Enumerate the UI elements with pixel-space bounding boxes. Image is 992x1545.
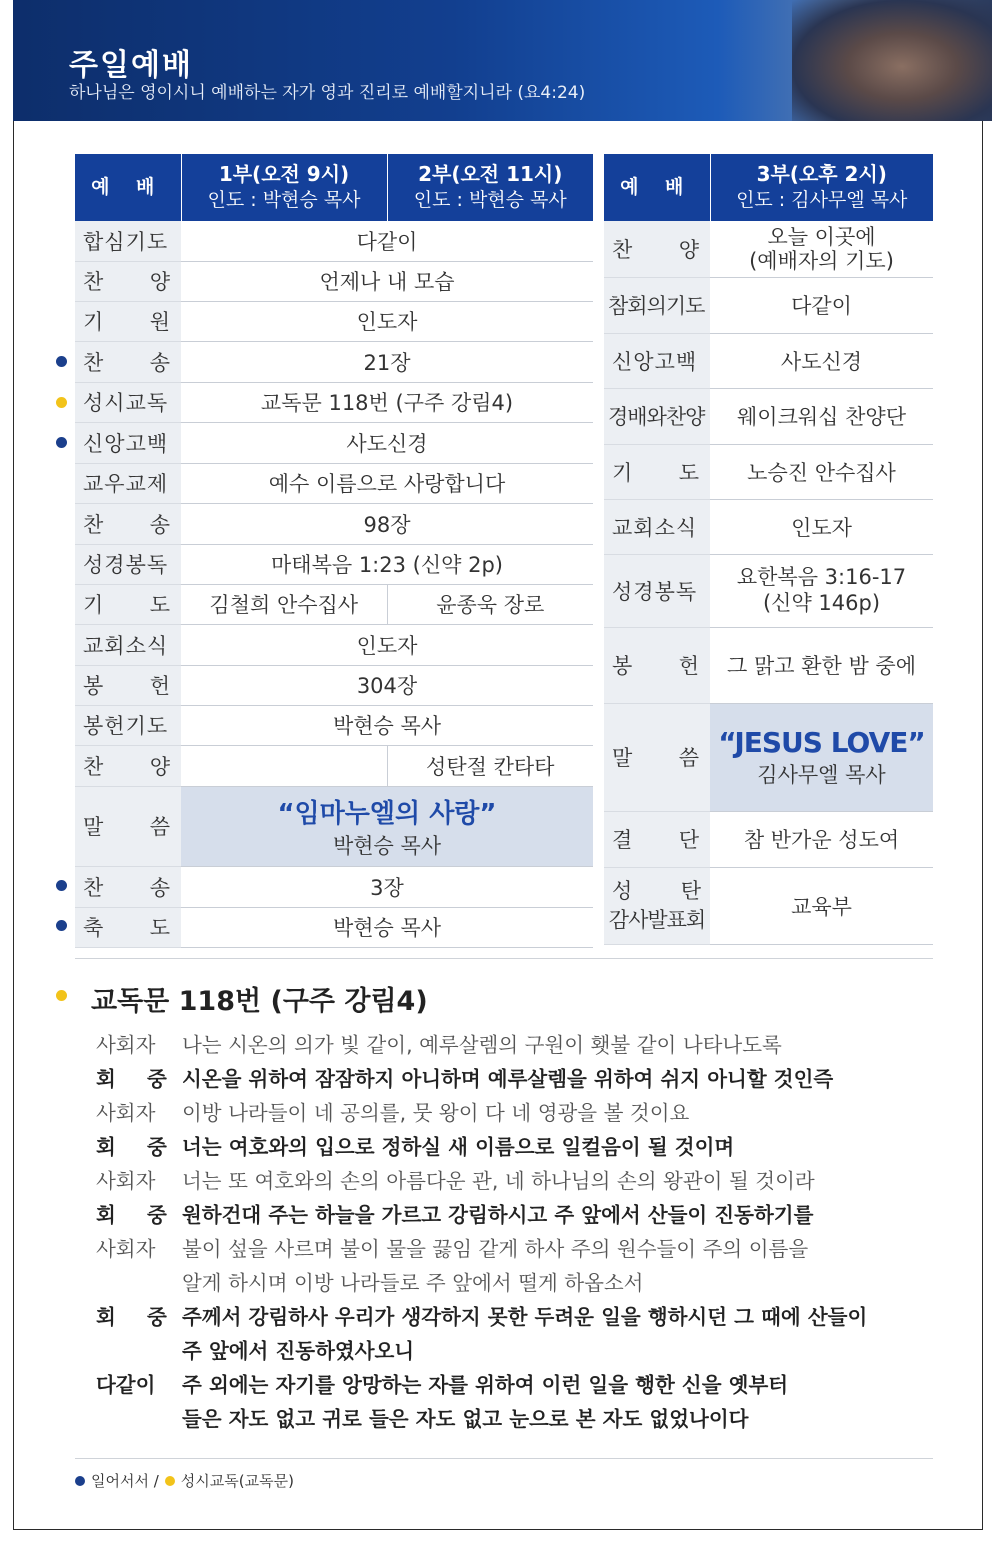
stand-marker-dot [56,356,67,367]
table-row [75,624,593,665]
litany-marker-dot [56,397,67,408]
row-value: 박현승 목사 [181,907,593,947]
table-row [75,301,593,341]
litany-line [96,1402,916,1436]
service-1-leader: 인도 : 박현승 목사 [207,189,361,212]
table-row [604,499,933,554]
sermon-title: “JESUS LOVE” [718,725,925,759]
litany-legend-dot [165,1476,175,1486]
row-value-line-2: (예배자의 기도) [749,248,894,273]
stand-marker-dot [56,920,67,931]
sermon-cell [710,703,933,811]
stand-marker-dot [56,880,67,891]
row-value: 3장 [181,866,593,907]
litany-text: 주께서 강림하사 우리가 생각하지 못한 두려운 일을 행하시던 그 때에 산들이 [182,1305,868,1329]
row-label: 신앙고백 [604,333,710,388]
litany-line [96,1096,916,1130]
litany-line [96,1164,916,1198]
row-value-service-2: 성탄절 칸타타 [387,745,593,786]
row-label: 성시교독 [75,382,181,422]
row-label: 말 씀 [604,703,710,811]
litany-speaker: 다같이 [96,1373,156,1397]
table-row [604,444,933,499]
service-1-title: 1부(오전 9시) [218,162,350,187]
legend [75,1470,294,1491]
litany-speaker [96,1334,182,1368]
sermon-title: “임마누엘의 사랑” [277,798,497,829]
litany-speaker: 회 중 [96,1203,179,1227]
row-label: 말 씀 [75,786,181,866]
row-label: 찬 양 [75,261,181,301]
row-value-service-2: 윤종욱 장로 [387,584,593,624]
row-value: 사도신경 [181,422,593,463]
litany-speaker: 회 중 [96,1067,179,1091]
row-label: 경배와찬양 [604,388,710,444]
table-corner: 예 배 [604,154,710,221]
row-label: 성경봉독 [75,544,181,584]
row-label: 봉헌기도 [75,705,181,745]
table-row [604,811,933,867]
praying-hands-photo [792,0,992,121]
litany-speaker: 사회자 [96,1169,156,1193]
row-value: 예수 이름으로 사랑합니다 [181,463,593,503]
row-label [604,867,710,944]
header-banner [13,0,992,121]
row-value [710,221,933,277]
row-value: 언제나 내 모습 [181,261,593,301]
row-label: 교우교제 [75,463,181,503]
table-row [604,867,933,944]
row-label: 기 도 [75,584,181,624]
row-label: 참회의기도 [604,277,710,333]
stand-marker-dot [56,437,67,448]
table-row [75,221,593,261]
row-label: 합심기도 [75,221,181,261]
row-label: 성경봉독 [604,554,710,627]
litany-speaker [96,1266,182,1300]
row-value-line-1: 요한복음 3:16-17 [736,565,907,590]
litany-text: 주 외에는 자기를 앙망하는 자를 위하여 이런 일을 행한 신을 옛부터 [182,1373,789,1397]
service-3-title: 3부(오후 2시) [756,162,887,187]
row-value: 다같이 [710,277,933,333]
litany-marker-dot [56,990,67,1001]
litany-speaker: 회 중 [96,1135,179,1159]
legend-stand-text: 일어서서 / [91,1472,159,1490]
stand-legend-dot [75,1476,85,1486]
litany-text: 알게 하시며 이방 나라들로 주 앞에서 떨게 하옵소서 [182,1271,644,1295]
row-label: 찬 송 [75,503,181,544]
table-row [604,221,933,277]
service-2-header [387,154,593,221]
row-value-line-2: (신약 146p) [762,590,881,615]
table-row [75,382,593,422]
sermon-preacher: 박현승 목사 [332,833,442,858]
litany-text: 너는 여호와의 입으로 정하실 새 이름으로 일컬음이 될 것이며 [182,1135,735,1159]
row-label: 찬 양 [75,745,181,786]
row-label: 결 단 [604,811,710,867]
service-3-header [710,154,933,221]
service-2-leader: 인도 : 박현승 목사 [413,189,567,212]
row-value: 참 반가운 성도여 [710,811,933,867]
table-row [75,745,593,786]
table-row [75,584,593,624]
service-3-leader: 인도 : 김사무엘 목사 [736,189,908,212]
table-header-row [75,154,593,221]
litany-speaker: 사회자 [96,1033,156,1057]
row-value-service-1: 김철희 안수집사 [181,584,387,624]
litany-line [96,1334,916,1368]
row-value: 교독문 118번 (구주 강림4) [181,382,593,422]
table-row [75,463,593,503]
row-label: 찬 송 [75,341,181,382]
row-label: 봉 헌 [604,627,710,703]
row-label: 축 도 [75,907,181,947]
table-row [604,388,933,444]
table-row [604,277,933,333]
page-subtitle: 하나님은 영이시니 예배하는 자가 영과 진리로 예배할지니라 (요4:24) [69,83,586,103]
litany-line [96,1062,916,1096]
table-row [75,422,593,463]
table-row [75,261,593,301]
litany-title: 교독문 118번 (구주 강림4) [91,986,428,1017]
row-label-line-2: 감사발표회 [608,907,706,932]
table-header-row [604,154,933,221]
table-row [75,866,593,907]
table-row [75,705,593,745]
litany-speaker: 사회자 [96,1237,156,1261]
row-value: 웨이크워십 찬양단 [710,388,933,444]
row-label: 찬 송 [75,866,181,907]
table-row [604,554,933,627]
row-value [710,554,933,627]
row-value: 인도자 [181,624,593,665]
row-value: 사도신경 [710,333,933,388]
sermon-cell [181,786,593,866]
litany-text: 원하건대 주는 하늘을 가르고 강림하시고 주 앞에서 산들이 진동하기를 [182,1203,814,1227]
table-row [604,333,933,388]
table-row [604,627,933,703]
litany-line [96,1368,916,1402]
row-label: 봉 헌 [75,665,181,705]
row-label-line-1: 성 탄 [612,879,702,904]
litany-text: 너는 또 여호와의 손의 아름다운 관, 네 하나님의 손의 왕관이 될 것이라 [182,1169,815,1193]
litany-text: 이방 나라들이 네 공의를, 뭇 왕이 다 네 영광을 볼 것이요 [182,1101,690,1125]
row-label: 기 도 [604,444,710,499]
service-table-3 [604,154,933,945]
sermon-preacher: 김사무엘 목사 [757,762,886,787]
litany-text: 나는 시온의 의가 빛 같이, 예루살렘의 구원이 횃불 같이 나타나도록 [182,1033,782,1057]
row-label: 교회소식 [75,624,181,665]
litany-text: 불이 섶을 사르며 불이 물을 끓임 같게 하사 주의 원수들이 주의 이름을 [182,1237,809,1261]
service-table-1-2 [75,154,593,948]
table-row [75,544,593,584]
row-value: 인도자 [181,301,593,341]
table-row [75,341,593,382]
row-value-service-1 [181,745,387,786]
litany-text: 주 앞에서 진동하였사오니 [182,1339,415,1363]
row-label: 신앙고백 [75,422,181,463]
litany-speaker: 회 중 [96,1305,179,1329]
row-value: 98장 [181,503,593,544]
litany-speaker: 사회자 [96,1101,156,1125]
litany-line [96,1028,916,1062]
row-value: 304장 [181,665,593,705]
litany-line [96,1130,916,1164]
footer-divider [75,1458,933,1459]
litany-line [96,1198,916,1232]
row-value: 다같이 [181,221,593,261]
row-label: 교회소식 [604,499,710,554]
table-row [75,665,593,705]
row-value: 마태복음 1:23 (신약 2p) [181,544,593,584]
row-value: 21장 [181,341,593,382]
row-value: 교육부 [710,867,933,944]
service-1-header [181,154,387,221]
row-value: 노승진 안수집사 [710,444,933,499]
row-value: 박현승 목사 [181,705,593,745]
table-row [75,907,593,947]
litany-text: 시온을 위하여 잠잠하지 아니하며 예루살렘을 위하여 쉬지 아니할 것인즉 [182,1067,834,1091]
litany-speaker [96,1402,182,1436]
litany-line [96,1300,916,1334]
service-2-title: 2부(오전 11시) [418,162,563,187]
table-row-sermon [75,786,593,866]
page-title: 주일예배 [69,48,193,83]
row-label: 기 원 [75,301,181,341]
table-row-sermon [604,703,933,811]
litany-reading [96,1028,916,1436]
legend-litany-text: 성시교독(교독문) [180,1472,294,1490]
litany-line [96,1232,916,1266]
litany-text: 들은 자도 없고 귀로 들은 자도 없고 눈으로 본 자도 없었나이다 [182,1407,749,1431]
litany-line [96,1266,916,1300]
table-corner: 예 배 [75,154,181,221]
row-value: 인도자 [710,499,933,554]
section-divider [75,958,933,959]
row-value-line-1: 오늘 이곳에 [767,224,876,249]
row-value: 그 맑고 환한 밤 중에 [710,627,933,703]
table-row [75,503,593,544]
row-label: 찬 양 [604,221,710,277]
